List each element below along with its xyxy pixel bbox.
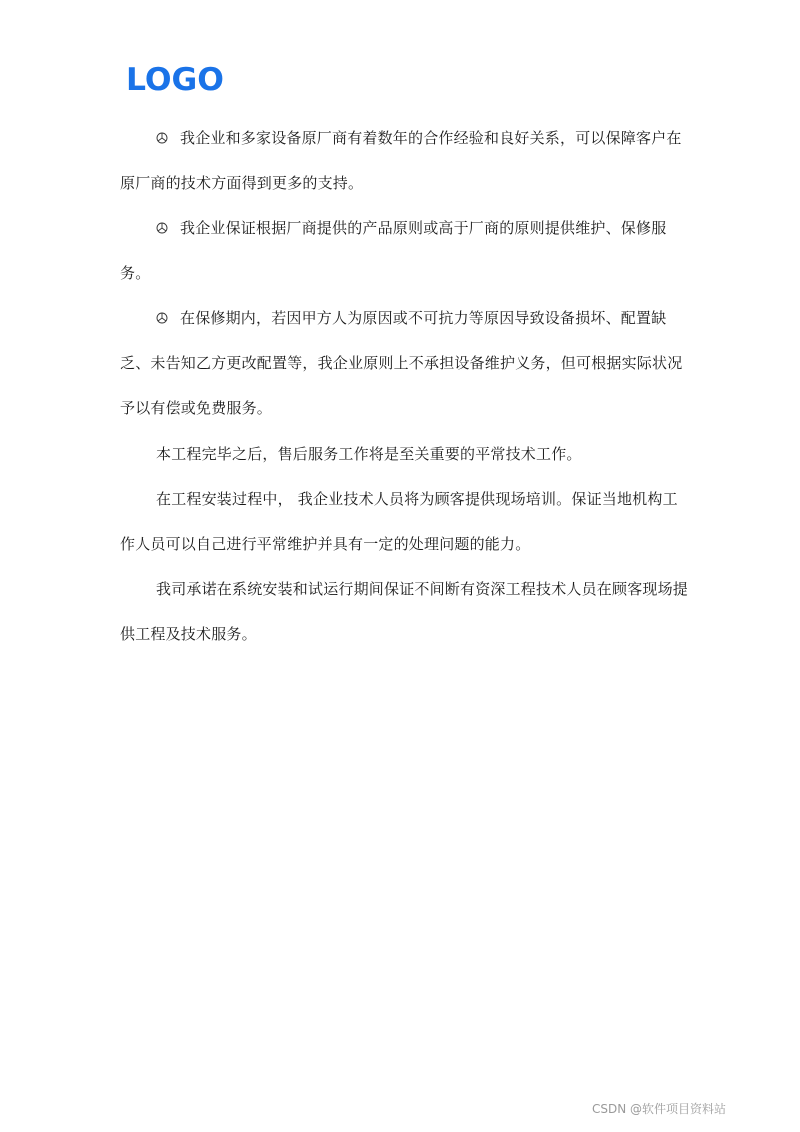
logo-text: LOGO xyxy=(126,62,224,94)
paragraph-2 xyxy=(120,206,688,296)
document-body xyxy=(120,116,688,657)
paragraph-5: 在工程安装过程中， 我企业技术人员将为顾客提供现场培训。保证当地机构工作人员可以自己进行平常维护并具有一定的处理问题的能力。 xyxy=(120,490,678,553)
paragraph-text: 我企业保证根据厂商提供的产品原则或高于厂商的原则提供维护、保修服务。 xyxy=(120,219,667,282)
paragraph-1 xyxy=(120,116,688,206)
paragraph-text: 在保修期内，若因甲方人为原因或不可抗力等原因导致设备损坏、配置缺乏、未告知乙方更改配置等，我企业原则上不承担设备维护义务，但可根据实际状况予以有偿或免费服务。 xyxy=(120,309,683,417)
paragraph-6: 我司承诺在系统安装和试运行期间保证不间断有资深工程技术人员在顾客现场提供工程及技术服务。 xyxy=(120,580,689,643)
bullet-icon xyxy=(156,132,168,144)
watermark: CSDN @软件项目资料站 xyxy=(592,1102,727,1116)
paragraph-3 xyxy=(120,296,688,431)
paragraph-4: 本工程完毕之后，售后服务工作将是至关重要的平常技术工作。 xyxy=(156,445,582,463)
bullet-icon xyxy=(156,222,168,234)
bullet-icon xyxy=(156,312,168,324)
paragraph-text: 我企业和多家设备原厂商有着数年的合作经验和良好关系，可以保障客户在原厂商的技术方面得到更多的支持。 xyxy=(120,129,682,192)
logo xyxy=(126,62,226,94)
